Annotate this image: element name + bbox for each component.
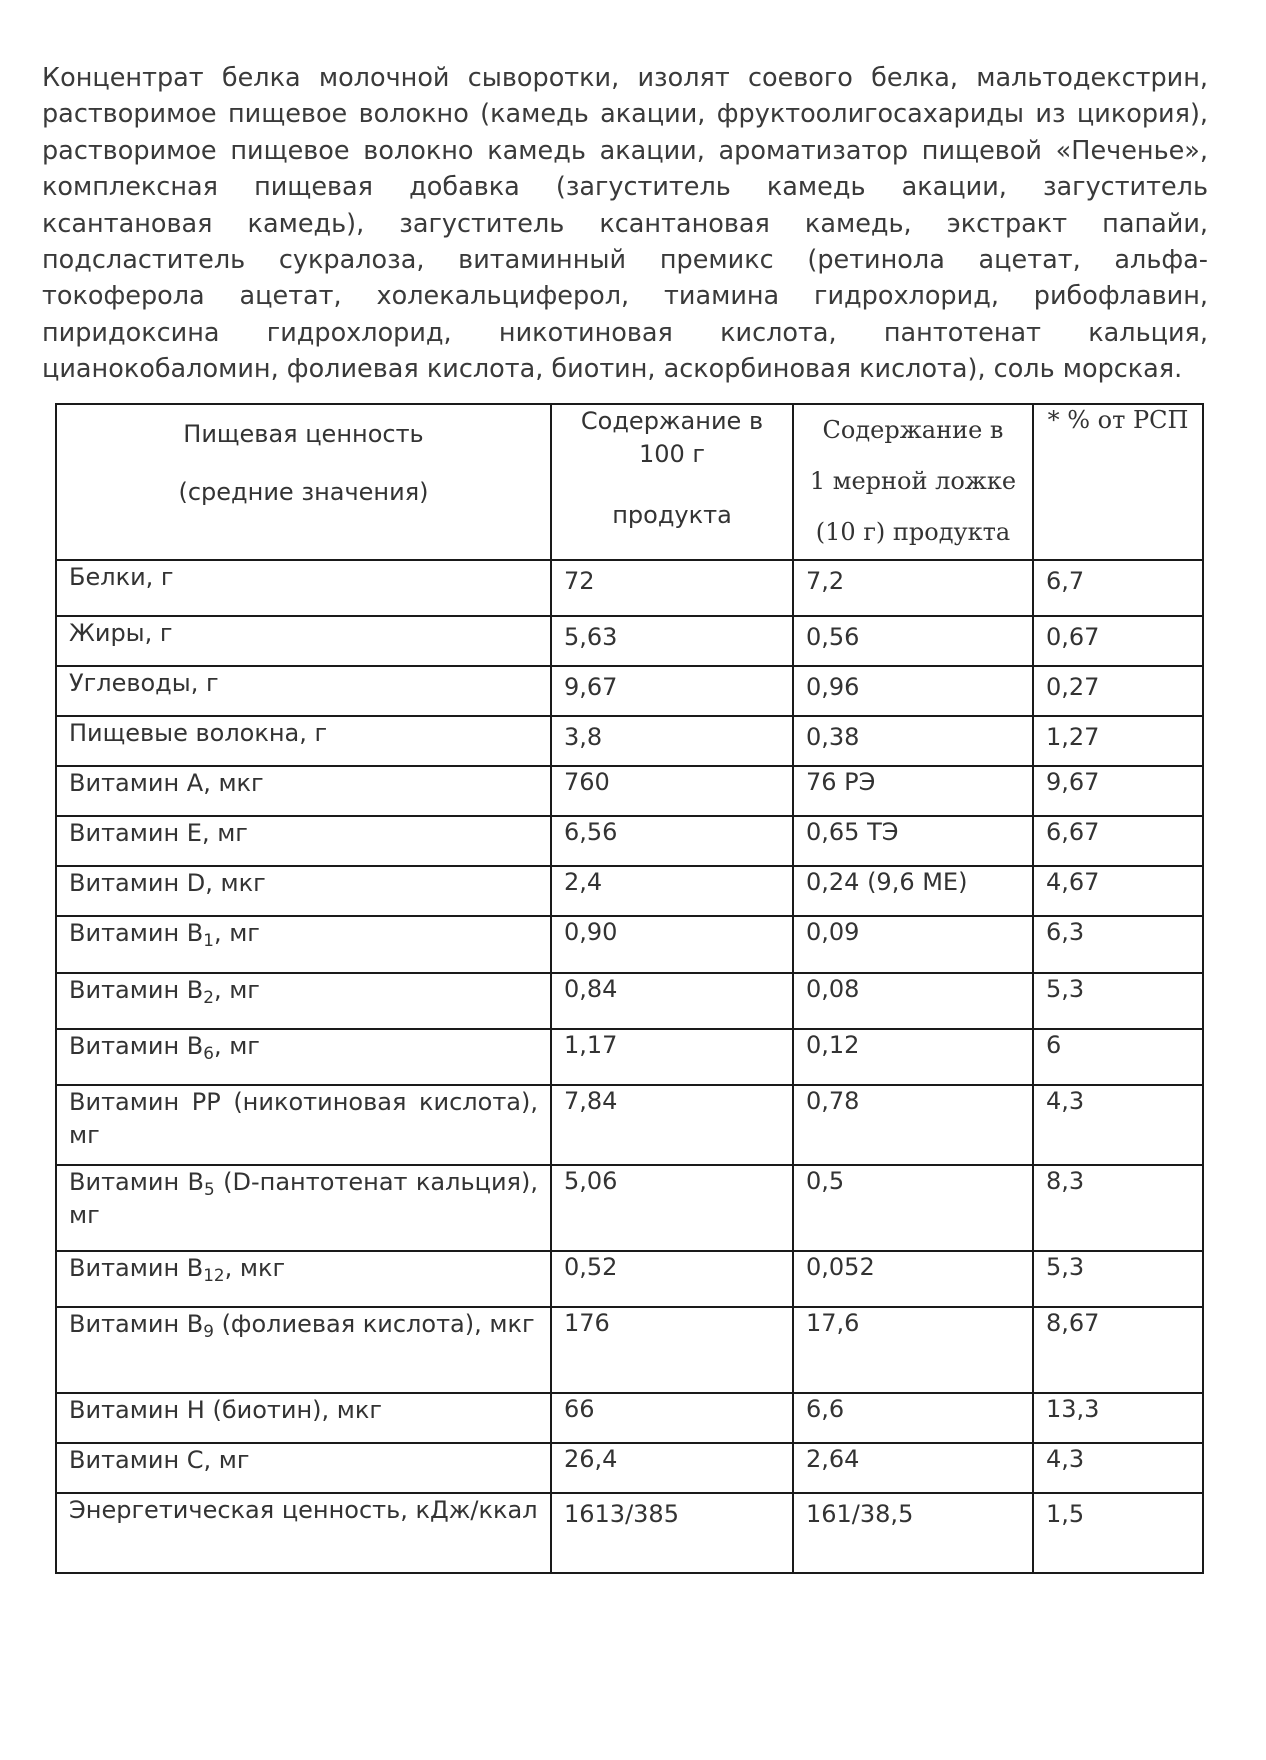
nutrient-name: Белки, г [56,560,551,616]
value-rsp-percent: 8,67 [1033,1307,1203,1393]
table-row [56,1165,1203,1251]
nutrient-name: Жиры, г [56,616,551,666]
value-per-100g: 26,4 [551,1443,793,1493]
value-per-100g: 1,17 [551,1029,793,1085]
table-row [56,1307,1203,1393]
nutrient-name [56,973,551,1029]
value-per-100g: 176 [551,1307,793,1393]
nutrient-name-suffix: (D-пантотенат кальция), мг [69,1168,538,1229]
header-rsp-percent: * % от РСП [1033,404,1203,560]
header-per-scoop-line2: 1 мерной ложке [809,467,1017,495]
value-rsp-percent: 4,3 [1033,1443,1203,1493]
value-per-scoop: 7,2 [793,560,1033,616]
value-per-scoop: 0,56 [793,616,1033,666]
nutrient-name-subscript: 6 [203,1043,214,1063]
nutrient-name-text: Витамин В [69,1310,204,1338]
header-per-scoop [793,404,1033,560]
nutrient-name: Углеводы, г [56,666,551,716]
nutrient-name [56,1251,551,1307]
nutrient-name-subscript: 9 [203,1321,214,1341]
nutrient-name [56,1307,551,1393]
value-per-100g: 72 [551,560,793,616]
value-per-scoop: 0,5 [793,1165,1033,1251]
nutrient-name-suffix: (фолиевая кислота), мкг [213,1310,535,1338]
nutrient-name-subscript: 12 [203,1265,225,1285]
value-rsp-percent: 1,27 [1033,716,1203,766]
value-per-scoop: 161/38,5 [793,1493,1033,1573]
value-rsp-percent: 5,3 [1033,973,1203,1029]
nutrient-name: Витамин D, мкг [56,866,551,916]
value-per-scoop: 2,64 [793,1443,1033,1493]
nutrient-name: Витамин Н (биотин), мкг [56,1393,551,1443]
value-rsp-percent: 9,67 [1033,766,1203,816]
value-per-100g: 66 [551,1393,793,1443]
value-per-100g: 6,56 [551,816,793,866]
value-per-100g: 7,84 [551,1085,793,1165]
value-per-scoop: 17,6 [793,1307,1033,1393]
value-rsp-percent: 6,7 [1033,560,1203,616]
value-per-100g: 0,90 [551,916,793,973]
table-row [56,616,1203,666]
table-row [56,916,1203,973]
value-rsp-percent: 8,3 [1033,1165,1203,1251]
value-per-scoop: 0,08 [793,973,1033,1029]
table-row [56,766,1203,816]
value-per-scoop: 0,96 [793,666,1033,716]
nutrient-name-text: Витамин В [69,1168,205,1196]
value-rsp-percent: 13,3 [1033,1393,1203,1443]
nutrient-name-text: Витамин В [69,919,204,947]
ingredients-text: Концентрат белка молочной сыворотки, изолят соевого белка, мальтодекстрин, растворимое пищевое волокно (камедь акации, фруктоолигосахариды из цикория), растворимое пищевое волокно камедь акации, ароматизатор пищевой «Печенье», комплексная пищевая добавка (загуститель камедь акации, загуститель ксантановая камедь), загуститель ксантановая камедь, экстракт папайи, подсластитель сукралоза, витаминный премикс (ретинола ацетат, альфа-токоферола ацетат, холекальциферол, тиамина гидрохлорид, рибофлавин, пиридоксина гидрохлорид, никотиновая кислота, пантотенат кальция, цианокобаломин, фолиевая кислота, биотин, аскорбиновая кислота), соль морская. [42,63,1208,385]
header-per-scoop-line3: (10 г) продукта [815,518,1011,546]
nutrient-name [56,1029,551,1085]
nutrient-name-suffix: , мг [213,1032,260,1060]
value-per-scoop: 0,09 [793,916,1033,973]
table-header-row [56,404,1203,560]
value-per-100g: 0,52 [551,1251,793,1307]
nutrient-name: Витамин РР (никотиновая кислота), мг [56,1085,551,1165]
value-rsp-percent: 1,5 [1033,1493,1203,1573]
value-per-scoop: 0,78 [793,1085,1033,1165]
value-per-scoop: 0,052 [793,1251,1033,1307]
value-per-100g: 760 [551,766,793,816]
value-rsp-percent: 0,27 [1033,666,1203,716]
table-row [56,816,1203,866]
nutrient-name-suffix: , мг [213,976,260,1004]
nutrient-name-text: Витамин В [69,1254,204,1282]
value-per-scoop: 0,38 [793,716,1033,766]
table-row [56,1443,1203,1493]
header-per-100g-line1: Содержание в [580,407,764,435]
value-rsp-percent: 4,3 [1033,1085,1203,1165]
table-row [56,973,1203,1029]
value-per-100g: 9,67 [551,666,793,716]
nutrient-name [56,916,551,973]
value-rsp-percent: 5,3 [1033,1251,1203,1307]
nutrient-name-suffix: , мкг [224,1254,286,1282]
nutrient-name-subscript: 2 [203,987,214,1007]
table-row [56,560,1203,616]
value-per-scoop: 76 РЭ [793,766,1033,816]
table-row [56,1251,1203,1307]
value-per-100g: 2,4 [551,866,793,916]
nutrient-name: Витамин А, мкг [56,766,551,816]
table-row [56,1493,1203,1573]
nutrition-table [55,403,1204,1574]
table-row [56,666,1203,716]
table-row [56,1393,1203,1443]
nutrient-name-suffix: , мг [213,919,260,947]
nutrient-name-subscript: 1 [203,930,214,950]
nutrient-name: Энергетическая ценность, кДж/ккал [56,1493,551,1573]
value-rsp-percent: 4,67 [1033,866,1203,916]
value-rsp-percent: 6,67 [1033,816,1203,866]
value-per-scoop: 0,24 (9,6 МЕ) [793,866,1033,916]
table-row [56,866,1203,916]
value-rsp-percent: 0,67 [1033,616,1203,666]
header-nutrition-value-line1: Пищевая ценность [183,420,424,448]
value-per-100g: 5,06 [551,1165,793,1251]
table-row [56,716,1203,766]
table-row [56,1029,1203,1085]
value-per-100g: 3,8 [551,716,793,766]
table-body [56,560,1203,1573]
value-per-scoop: 0,12 [793,1029,1033,1085]
nutrient-name: Пищевые волокна, г [56,716,551,766]
nutrient-name [56,1165,551,1251]
header-per-100g-line2: 100 г [638,440,706,468]
value-per-100g: 1613/385 [551,1493,793,1573]
nutrient-name: Витамин Е, мг [56,816,551,866]
value-per-scoop: 6,6 [793,1393,1033,1443]
header-nutrition-value-line2: (средние значения) [178,478,429,506]
value-rsp-percent: 6 [1033,1029,1203,1085]
table-row [56,1085,1203,1165]
value-per-100g: 0,84 [551,973,793,1029]
header-per-100g-line3: продукта [612,501,732,529]
nutrient-name-subscript: 5 [204,1179,215,1199]
value-rsp-percent: 6,3 [1033,916,1203,973]
header-per-100g [551,404,793,560]
value-per-scoop: 0,65 ТЭ [793,816,1033,866]
nutrient-name-text: Витамин В [69,1032,204,1060]
header-nutrition-value [56,404,551,560]
value-per-100g: 5,63 [551,616,793,666]
nutrient-name: Витамин С, мг [56,1443,551,1493]
header-per-scoop-line1: Содержание в [822,416,1004,444]
nutrient-name-text: Витамин В [69,976,204,1004]
